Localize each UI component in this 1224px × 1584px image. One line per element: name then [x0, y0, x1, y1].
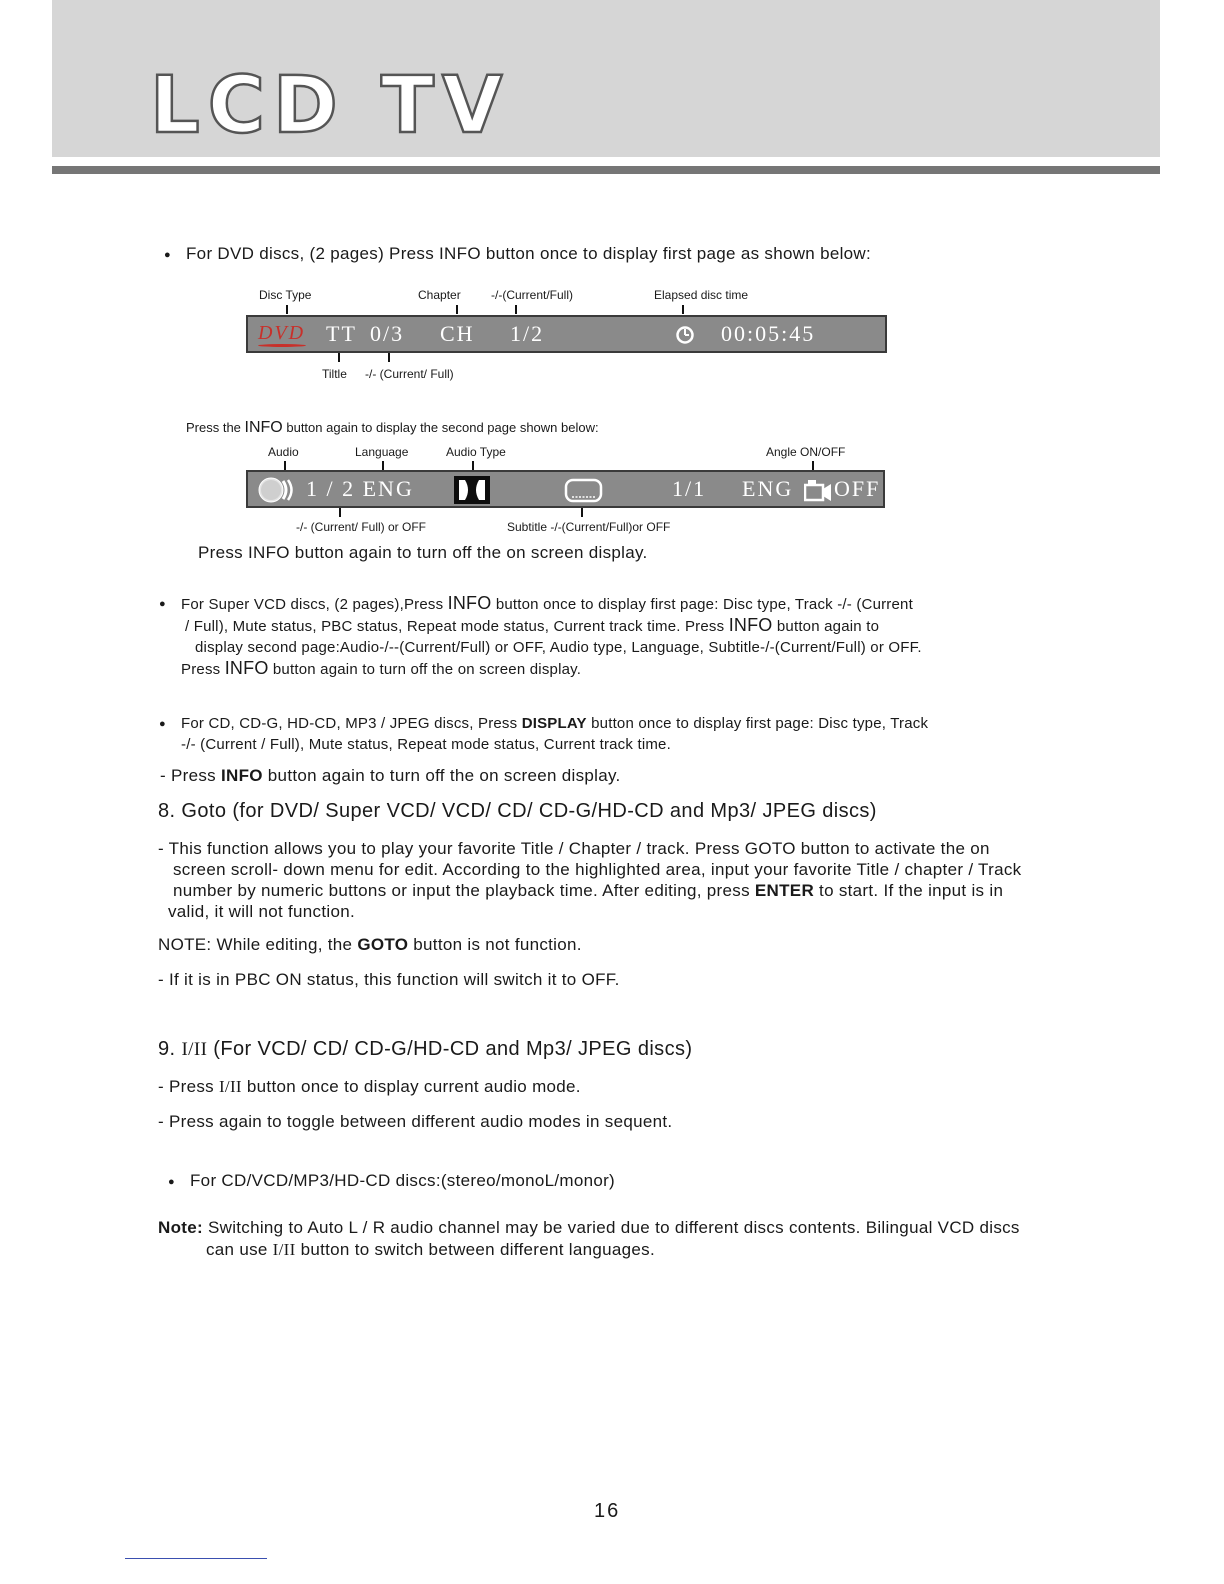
label-audio: Audio [268, 445, 299, 459]
dvd-disc-logo: DVD [258, 322, 306, 344]
subtitle-icon [564, 478, 604, 506]
label-title: Tiltle [322, 367, 347, 381]
osd-tt: TT [326, 321, 357, 346]
osd-subtitle-lang: ENG [742, 476, 794, 501]
audio-heading: 9. I/II (For VCD/ CD/ CD-G/HD-CD and Mp3/ JPEG discs) [158, 1038, 693, 1060]
lcd-tv-logo [150, 64, 610, 138]
dolby-icon [454, 476, 490, 504]
label-title-current-full: -/- (Current/ Full) [365, 367, 454, 381]
audio-line1: - Press I/II button once to display current audio mode. [158, 1077, 581, 1096]
page-number: 16 [594, 1500, 621, 1522]
goto-description: - This function allows you to play your favorite Title / Chapter / track. Press GOTO button to activate the on screen scroll- down menu for edit. According to the highlighted area, input your favorite Title / chapter / Track number by numeric buttons or input the playback time. After editing, press ENTER to start. If the input is in valid, it will not function. [158, 839, 1022, 921]
audio-bullet: ● For CD/VCD/MP3/HD-CD discs:(stereo/monoL/monor) [190, 1171, 615, 1191]
logo-text: LCD TV [150, 64, 511, 138]
cd-paragraph: ● For CD, CD-G, HD-CD, MP3 / JPEG discs, Press DISPLAY button once to display first page: Disc type, Track -/- (Current / Full), Mute status, Repeat mode status, Current track time. [181, 713, 1041, 755]
clock-icon [675, 325, 695, 345]
audio-icon [258, 477, 298, 503]
goto-note: NOTE: While editing, the GOTO button is not function. [158, 935, 582, 954]
label-audio-status: -/- (Current/ Full) or OFF [296, 520, 427, 534]
goto-heading: 8. Goto (for DVD/ Super VCD/ VCD/ CD/ CD-G/HD-CD and Mp3/ JPEG discs) [158, 800, 877, 822]
label-elapsed-time: Elapsed disc time [654, 288, 749, 302]
osd-ch-value: 1/2 [510, 321, 545, 346]
osd-ch: CH [440, 321, 475, 346]
dvd-intro: ● For DVD discs, (2 pages) Press INFO button once to display first page as shown below: [186, 244, 871, 264]
svcd-paragraph: ● For Super VCD discs, (2 pages),Press INFO button once to display first page: Disc type, Track -/- (Current / Full), Mute status, PBC status, Repeat mode status, Current track time. Press INFO button again to display second page:Audio-/--(Current/Full) or OFF, Audio type, Language, Subtitle-/-(Current/Full) or OFF. Press INFO button again to turn off the on screen display. [181, 593, 1041, 680]
label-subtitle: Subtitle -/-(Current/Full)or OFF [507, 520, 671, 534]
dvd-logo-swoosh [258, 344, 306, 347]
audio-line2: - Press again to toggle between different audio modes in sequent. [158, 1112, 673, 1131]
osd-elapsed-time: 00:05:45 [721, 321, 816, 346]
label-angle: Angle ON/OFF [766, 445, 846, 459]
footer-line [125, 1558, 267, 1559]
dvd-turn-off: Press INFO button again to turn off the on screen display. [198, 543, 648, 562]
header-rule [52, 166, 1160, 174]
angle-camera-icon [804, 479, 832, 503]
osd-page2 [246, 470, 885, 508]
label-language: Language [355, 445, 409, 459]
label-chapter: Chapter [418, 288, 461, 302]
audio-note: Note: Switching to Auto L / R audio channel may be varied due to different discs contents. Bilingual VCD discs can use I/II button to switch between different languages. [158, 1218, 1020, 1259]
osd-subtitle-value: 1/1 [672, 476, 707, 501]
goto-pbc: - If it is in PBC ON status, this function will switch it to OFF. [158, 970, 620, 989]
osd-angle-value: OFF [834, 476, 881, 501]
label-audio-type: Audio Type [446, 445, 506, 459]
label-disc-type: Disc Type [259, 288, 312, 302]
page2-intro: Press the INFO button again to display the second page shown below: [186, 419, 599, 436]
osd-tt-value: 0/3 [370, 321, 405, 346]
osd-page1 [246, 315, 887, 353]
cd-turn-off: - Press INFO button again to turn off the on screen display. [160, 766, 621, 785]
osd-audio-value: 1 / 2 ENG [306, 476, 414, 501]
label-chapter-current-full: -/-(Current/Full) [491, 288, 574, 302]
